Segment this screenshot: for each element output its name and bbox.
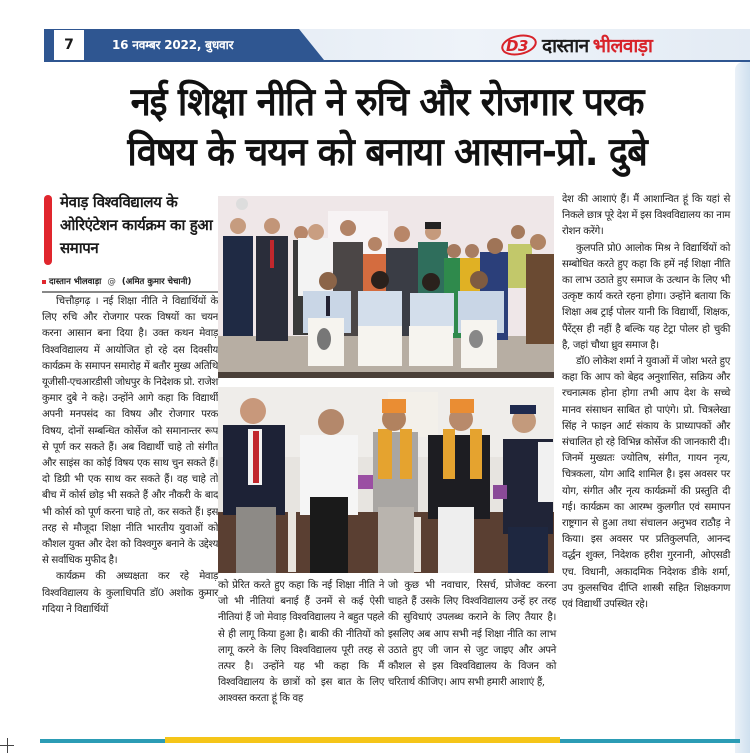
subheadline-text: मेवाड़ विश्वविद्यालय के ओरिएंटेशन कार्यक्रम का हुआ समापन	[60, 193, 213, 257]
crop-mark-icon	[7, 738, 8, 753]
group-photo	[218, 196, 554, 378]
page-gutter	[735, 62, 750, 753]
bottom-rule-yellow	[165, 737, 560, 743]
paragraph: कार्यक्रम की अध्यक्षता कर रहे मेवाड़ विश्वविद्यालय के कुलाधिपति डॉ0 अशोक कुमार गदिया ने विद्यार्थियों	[42, 571, 218, 615]
byline-rule	[42, 291, 218, 293]
masthead-name-primary: दास्तान	[542, 35, 589, 57]
subhead-accent-bar	[44, 195, 52, 265]
paragraph: डॉ0 लोकेश शर्मा ने युवाओं में जोश भरते हुए कहा कि आप को बेहद अनुशासित, सक्रिय और रचनात्मक होना होगा तभी आप देश के सच्चे मानव संसाधन साबित हो पाएंगे। प्रो. चित्रलेखा सिंह ने फाइन आर्ट संकाय के प्राध्यापकों और संचालित हो रहे विभिन्न कोर्सेज की जानकारी दी। जिनमें मुख्यतः ज्योतिष, संगीत, गायन नृत्य, चित्रकला, योग आदि शामिल है। इस अवसर पर योग, संगीत और नृत्य कार्यक्रमों की प्रस्तुति दी गई। कार्यक्रम का आरम्भ कुलगीत एवं समापन राष्ट्रगान से हुआ तथा संचालन अनुभव राठौड़ ने किया। इस अवसर पर प्रतिकुलपति, आनन्द वर्द्धन शुक्ल, निदेशक हरीश गुरनानी, ओएसडी एच. विधानी, अकादमिक निदेशक डीके शर्मा, उप कुलसचिव दीप्ति शास्त्री सहित शिक्षकगण एवं विद्यार्थी उपस्थित रहे।	[562, 356, 730, 611]
article-subheadline	[44, 191, 218, 263]
group-photo-image	[218, 196, 554, 378]
paragraph: कुलपति प्रो0 आलोक मिश्र ने विद्यार्थियों को सम्बोधित करते हुए कहा कि हमें नई शिक्षा नीति का लाभ उठाते हुए समाज के उत्थान के लिए भी उत्कृष्ट कार्य करते रहना होगा। उन्होंने बताया कि शिक्षा अब ट्राई पोलर यानी कि विद्यार्थी, शिक्षक, पैरेंट्स ही नहीं है बल्कि यह टेट्रा पोलर हो चुकी है, जहां चौथा ध्रुव समाज है।	[562, 242, 730, 351]
byline-author: (अमित कुमार चेचानी)	[121, 277, 192, 287]
masthead-name-city: भीलवाड़ा	[592, 35, 653, 57]
header-rule	[44, 60, 750, 62]
byline-source: दास्तान भीलवाड़ा	[49, 277, 102, 287]
masthead	[500, 32, 652, 58]
headline-line-1: नई शिक्षा नीति ने रुचि और रोजगार परक	[130, 80, 644, 125]
paragraph: को प्रेरित करते हुए कहा कि नई शिक्षा नीति ने जो भी नीतियां बनाई हैं उनमें से कई ऐसी नीतियां हैं जो मेवाड़ विश्वविद्यालय ने बहुत पहले से ही लागू किया हुआ है। बाकी की नीतियों को लागू करने के लिए विश्वविद्यालय पूरी तरह से तत्पर है। उन्होंने यह भी कहा कि मैं विश्वविद्यालय के छात्रों को इस बात के लिए आश्वस्त करता हूं कि वह	[218, 580, 384, 705]
article-column-1	[42, 294, 218, 618]
svg-text:3: 3	[518, 37, 529, 55]
article-column-4	[562, 192, 730, 613]
paragraph: देश की आशाएं हैं। मैं आशान्वित हूं कि यहां से निकले छात्र पूरे देश में इस विश्वविद्यालय का नाम रोशन करेंगे।	[562, 194, 730, 238]
article-headline	[75, 78, 698, 178]
svg-text:D: D	[506, 37, 519, 55]
headline-line-2: विषय के चयन को बनाया आसान-प्रो. दुबे	[127, 130, 647, 175]
bullet-square-icon	[42, 280, 46, 284]
felicitation-photo-image	[218, 387, 554, 573]
felicitation-photo	[218, 387, 554, 573]
issue-date: 16 नवम्बर 2022, बुधवार	[112, 38, 234, 52]
paragraph: जो कुछ भी नवाचार, रिसर्च, प्रोजेक्ट करना चाहते हैं उसके लिए विश्वविद्यालय उन्हें हर तरह की सुविधाएं उपलब्ध कराने के लिए तैयार है। इसलिए अब आप सभी नई शिक्षा नीति का लाभ उठाते हुए जी जान से जुट जाइए और अपने कौशल से इस विश्वविद्यालय के विजन को चरितार्थ कीजिए। आप सभी हमारी आशाएं हैं,	[388, 580, 556, 689]
article-column-3	[388, 578, 556, 691]
page-header	[44, 29, 750, 62]
page-number: 7	[54, 30, 84, 60]
byline	[42, 276, 218, 287]
newspaper-logo-icon	[500, 33, 538, 57]
byline-separator: @	[107, 276, 116, 287]
article-column-2	[218, 578, 384, 708]
paragraph: चित्तौड़गढ़ । नई शिक्षा नीति ने विद्यार्थियों के लिए रुचि और रोजगार परक विषयों का चयन करना आसान बना दिया है। उक्त कथन मेवाड़ विश्वविद्यालय में आयोजित हो रहे दस दिवसीय कार्यक्रम के समापन समारोह में बतौर मुख्य अतिथि यूजीसी-एचआरडीसी जोधपुर के निदेशक प्रो. राजेश कुमार दुबे ने कहे। उन्होंने आगे कहा कि विद्यार्थी अपनी मनपसंद का विषय और रोजगार परक विषय, दोनों सम्बन्धित कोर्सेज को समानान्तर रूप से पूर्ण कर सकते हैं। अब विद्यार्थी चाहे तो संगीत और साइंस का कोई विषय एक साथ चुन सकते हैं। दो डिग्री भी एक साथ कर सकते हैं। वह चाहे तो बीच में कोर्स छोड़ भी सकते हैं और नौकरी के बाद भी कोर्स को पूर्ण करना चाहे तो, कर सकते हैं। इस तरह से मौजूदा शिक्षा नीति भारतीय युवाओं को कौशल युक्त और देश को विश्वगुरु बनाने के उद्देश्य से सर्वाधिक मुफीद है।	[42, 296, 218, 567]
